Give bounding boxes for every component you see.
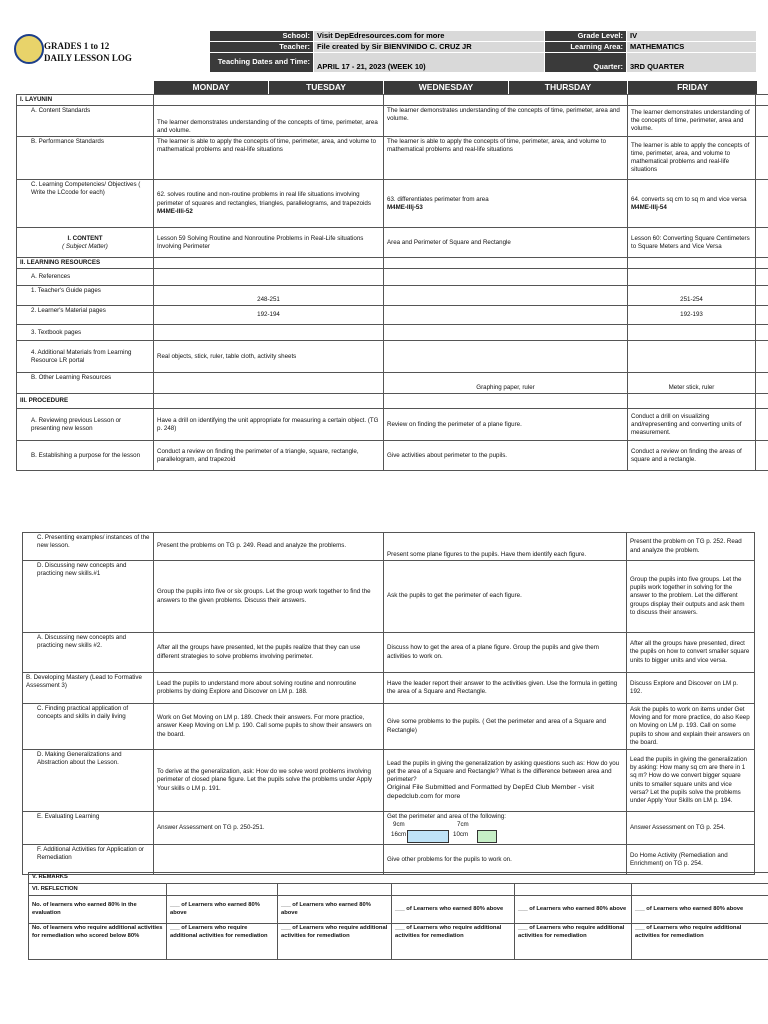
competency-text: 64. converts sq cm to sq m and vice versa [631,195,747,203]
wednesday-cell: Present some plane figures to the pupils. Have them identify each figure. [384,533,627,561]
row-label: B. Developing Mastery (Lead to Formative Assessment 3) [23,673,154,704]
remarks-label: V. REMARKS [29,873,768,884]
friday-cell: The learner demonstrates understanding of the concepts of time, perimeter, area and volume. [628,106,756,137]
friday-cell: Group the pupils into five groups. Let the pupils work together in solving for the answer to the problem. Let the different groups display their outputs and ask them to discuss their answers. [627,561,755,633]
row-label: 2. Learner's Material pages [17,306,154,325]
friday-cell: 192-193 [628,306,756,325]
row-label [17,228,154,258]
wednesday-cell: Graphing paper, ruler [384,373,628,394]
monday-cell [154,394,384,409]
competency-code: M4ME-IIIj-53 [387,203,423,211]
dates-label: Teaching Dates and Time: [210,52,314,72]
row-label: II. LEARNING RESOURCES [17,258,154,269]
friday-cell: Meter stick, ruler [628,373,756,394]
wednesday-cell [384,180,628,228]
row-label: A. Content Standards [17,106,154,137]
row1-label: No. of learners who earned 80% in the evaluation [29,896,167,924]
day-header-row [153,80,758,95]
lesson-table-page1 [16,94,768,471]
figure-a-height: 16cm [391,831,407,839]
wednesday-cell [384,95,628,106]
monday-cell: Answer Assessment on TG p. 250-251. [154,812,384,845]
school-value: Visit DepEdresources.com for more [314,31,545,42]
row-label: I. LAYUNIN [17,95,154,106]
wednesday-cell: The learner is able to apply the concepts of time, perimeter, area, and volume to mathematical problems and real-life situations [384,137,628,180]
teacher-value: File created by Sir BIENVINIDO C. CRUZ JR [314,41,545,52]
evaluation-figures [387,821,623,843]
reflection-label: VI. REFLECTION [29,884,167,896]
wednesday-cell [384,306,628,325]
wednesday-cell [384,750,627,812]
school-label: School: [210,31,314,42]
row2-cell: ___ of Learners who require additional activities for remediation [392,924,515,960]
quarter-label: Quarter: [545,52,627,72]
generalization-text: Lead the pupils in giving the generalization by asking questions such as: How do you get the area of a Square and Rectangle? What is the difference between area and perimeter? [387,759,620,783]
form-title [44,40,132,64]
friday-cell: Lead the pupils in giving the generalization by asking: How many sq cm are there in 1 sq m? How do we convert bigger square units to smaller square units and vice versa? Let the pupils solve the problems under Apply Your Skills on LM p. 194. [627,750,755,812]
friday-cell [628,258,756,269]
row1-cell: ___ of Learners who earned 80% above [632,896,768,924]
row-label: F. Additional Activities for Application or Remediation [23,845,154,875]
wednesday-cell [384,341,628,373]
wednesday-cell: Give activities about perimeter to the pupils. [384,441,628,471]
wednesday-cell: Ask the pupils to get the perimeter of each figure. [384,561,627,633]
monday-cell [154,180,384,228]
wednesday-cell [384,325,628,341]
grade-level-value: IV [627,31,757,42]
friday-cell [628,180,756,228]
row1-cell: ___ of Learners who earned 80% above [278,896,392,924]
monday-cell: Present the problems on TG p. 249. Read and analyze the problems. [154,533,384,561]
row2-cell: ___ of Learners who require additional activities for remediation [632,924,768,960]
friday-cell: Discuss Explore and Discover on LM p. 192. [627,673,755,704]
content-label: I. CONTENT [67,234,103,242]
wednesday-cell: Area and Perimeter of Square and Rectangle [384,228,628,258]
monday-cell: Have a drill on identifying the unit appropriate for measuring a certain object. (TG p. 248) [154,409,384,441]
wednesday-cell: The learner demonstrates understanding of the concepts of time, perimeter, area and volume. [384,106,628,137]
row-label: 4. Additional Materials from Learning Resource LR portal [17,341,154,373]
monday-cell [154,95,384,106]
monday-cell: Lead the pupils to understand more about solving routine and nonroutine problems by doing Explore and Discover on LM p. 188. [154,673,384,704]
quarter-value: 3RD QUARTER [627,52,757,72]
spacer-cell [756,409,768,441]
spacer-cell [756,269,768,286]
spacer-cell [756,95,768,106]
header-info-table [209,30,757,73]
row-label: 1. Teacher's Guide pages [17,286,154,306]
wednesday-cell: Have the leader report their answer to the activities given. Use the formula in getting the area of a Square and Rectangle. [384,673,627,704]
friday-cell: The learner is able to apply the concepts of time, perimeter, area, and volume to mathematical problems and real-life situations [628,137,756,180]
row-label: A. Discussing new concepts and practicing new skills #2. [23,633,154,673]
spacer-cell [756,306,768,325]
monday-cell: To derive at the generalization, ask: How do we solve word problems involving perimeter of closed plane figure. Let the pupils solve the problems under Apply Your skills o LM p. 191. [154,750,384,812]
evaluation-instruction: Get the perimeter and area of the following: [387,813,507,820]
dates-value: APRIL 17 - 21, 2023 (WEEK 10) [314,52,545,72]
spacer-cell [756,325,768,341]
row-label: B. Other Learning Resources [17,373,154,394]
wednesday-cell [384,286,628,306]
monday-cell: 192-194 [154,306,384,325]
reflection-cell [515,884,632,896]
spacer-cell [756,441,768,471]
row-label: E. Evaluating Learning [23,812,154,845]
teacher-label: Teacher: [210,41,314,52]
competency-code: M4ME-IIIi-52 [157,207,193,215]
monday-cell [154,373,384,394]
remarks-reflection-table [28,872,768,960]
rectangle-figure [407,830,449,843]
monday-cell [154,258,384,269]
monday-cell [154,845,384,875]
monday-cell: The learner is able to apply the concepts of time, perimeter, area, and volume to mathematical problems and real-life situations [154,137,384,180]
row-label: B. Establishing a purpose for the lesson [17,441,154,471]
row-label: A. References [17,269,154,286]
row-label: III. PROCEDURE [17,394,154,409]
monday-cell: 248-251 [154,286,384,306]
friday-cell: Do Home Activity (Remediation and Enrichment) on TG p. 254. [627,845,755,875]
learning-area-value: MATHEMATICS [627,41,757,52]
title-line2: DAILY LESSON LOG [44,53,132,64]
figure-a-width: 9cm [393,821,405,829]
monday-cell: Lesson 59 Solving Routine and Nonroutine Problems in Real-Life situations Involving Perimeter [154,228,384,258]
spacer-cell [756,106,768,137]
spacer-cell [756,258,768,269]
friday-cell [628,341,756,373]
spacer-cell [756,137,768,180]
row2-cell: ___ of Learners who require additional activities for remediation [167,924,278,960]
monday-cell [154,325,384,341]
figure-b-height: 10cm [453,831,469,839]
friday-cell [628,325,756,341]
spacer-cell [756,286,768,306]
monday-cell: The learner demonstrates understanding of the concepts of time, perimeter, area and volume. [154,106,384,137]
figure-b-width: 7cm [457,821,469,829]
friday-cell: 251-254 [628,286,756,306]
lesson-table-page2 [22,532,755,875]
friday-cell: After all the groups have presented, direct the pupils on how to convert smaller square units to bigger units and vice versa. [627,633,755,673]
friday-cell: Answer Assessment on TG p. 254. [627,812,755,845]
square-figure [477,830,497,843]
wednesday-cell: Give other problems for the pupils to work on. [384,845,627,875]
title-line1: GRADES 1 to 12 [44,41,110,51]
row-label: 3. Textbook pages [17,325,154,341]
day-wednesday: WEDNESDAY [384,81,509,95]
monday-cell: Work on Get Moving on LM p. 189. Check their answers. For more practice, answer Keep Moving on LM p. 190. Call some pupils to show their answers on the board. [154,704,384,750]
row2-cell: ___ of Learners who require additional activities for remediation [515,924,632,960]
day-tuesday: TUESDAY [269,81,384,95]
watermark-note: Original File Submitted and Formatted by DepEd Club Member - visit depedclub.com for more [387,783,595,800]
spacer-cell [756,180,768,228]
competency-text: 63. differentiates perimeter from area [387,195,489,203]
reflection-cell [392,884,515,896]
day-friday: FRIDAY [628,81,758,95]
monday-cell: After all the groups have presented, let the pupils realize that they can use different strategies to solve problems involving perimeter. [154,633,384,673]
friday-cell [628,95,756,106]
grade-level-label: Grade Level: [545,31,627,42]
content-sublabel: ( Subject Matter) [62,242,108,250]
competency-code: M4ME-IIIj-54 [631,203,667,211]
row-label: C. Learning Competencies/ Objectives ( Write the LCcode for each) [17,180,154,228]
monday-cell: Real objects, stick, ruler, table cloth, activity sheets [154,341,384,373]
row-label: D. Making Generalizations and Abstraction about the Lesson. [23,750,154,812]
friday-cell: Conduct a review on finding the areas of square and a rectangle. [628,441,756,471]
wednesday-cell [384,812,627,845]
friday-cell: Lesson 60: Converting Square Centimeters to Square Meters and Vice Versa [628,228,756,258]
spacer-cell [756,394,768,409]
reflection-cell [167,884,278,896]
deped-logo [14,34,44,64]
row2-cell: ___ of Learners who require additional activities for remediation [278,924,392,960]
row-label: D. Discussing new concepts and practicing new skills.#1 [23,561,154,633]
day-monday: MONDAY [154,81,269,95]
friday-cell [628,269,756,286]
friday-cell: Ask the pupils to work on items under Get Moving and for more practice, do also Keep on Moving on LM p. 193. Call on some pupils to show and explain their answers on the board. [627,704,755,750]
wednesday-cell: Review on finding the perimeter of a plane figure. [384,409,628,441]
wednesday-cell [384,269,628,286]
row1-cell: ___ of Learners who earned 80% above [392,896,515,924]
spacer-cell [756,228,768,258]
competency-text: 62. solves routine and non-routine problems in real life situations involving perimeter of squares and rectangles, triangles, parallelograms, and trapezoids [157,191,371,207]
learning-area-label: Learning Area: [545,41,627,52]
reflection-cell [278,884,392,896]
monday-cell: Group the pupils into five or six groups. Let the group work together to find the answers to the given problems. Discuss their answers. [154,561,384,633]
row-label: C. Presenting examples/ instances of the new lesson. [23,533,154,561]
friday-cell [628,394,756,409]
friday-cell: Conduct a drill on visualizing and/representing and converting units of measurement. [628,409,756,441]
monday-cell: Conduct a review on finding the perimeter of a triangle, square, rectangle, parallelogram, and trapezoid [154,441,384,471]
wednesday-cell [384,394,628,409]
wednesday-cell: Discuss how to get the area of a plane figure. Group the pupils and give them activities to work on. [384,633,627,673]
reflection-cell [632,884,768,896]
row-label: A. Reviewing previous Lesson or presenting new lesson [17,409,154,441]
wednesday-cell [384,258,628,269]
row1-cell: ___ of Learners who earned 80% above [167,896,278,924]
day-thursday: THURSDAY [509,81,628,95]
row2-label: No. of learners who require additional activities for remediation who scored below 80% [29,924,167,960]
row-label: C. Finding practical application of concepts and skills in daily living [23,704,154,750]
wednesday-cell: Give some problems to the pupils. ( Get the perimeter and area of a Square and Rectangle) [384,704,627,750]
spacer-cell [756,341,768,373]
row1-cell: ___ of Learners who earned 80% above [515,896,632,924]
monday-cell [154,269,384,286]
spacer-cell [756,373,768,394]
row-label: B. Performance Standards [17,137,154,180]
friday-cell: Present the problem on TG p. 252. Read and analyze the problem. [627,533,755,561]
